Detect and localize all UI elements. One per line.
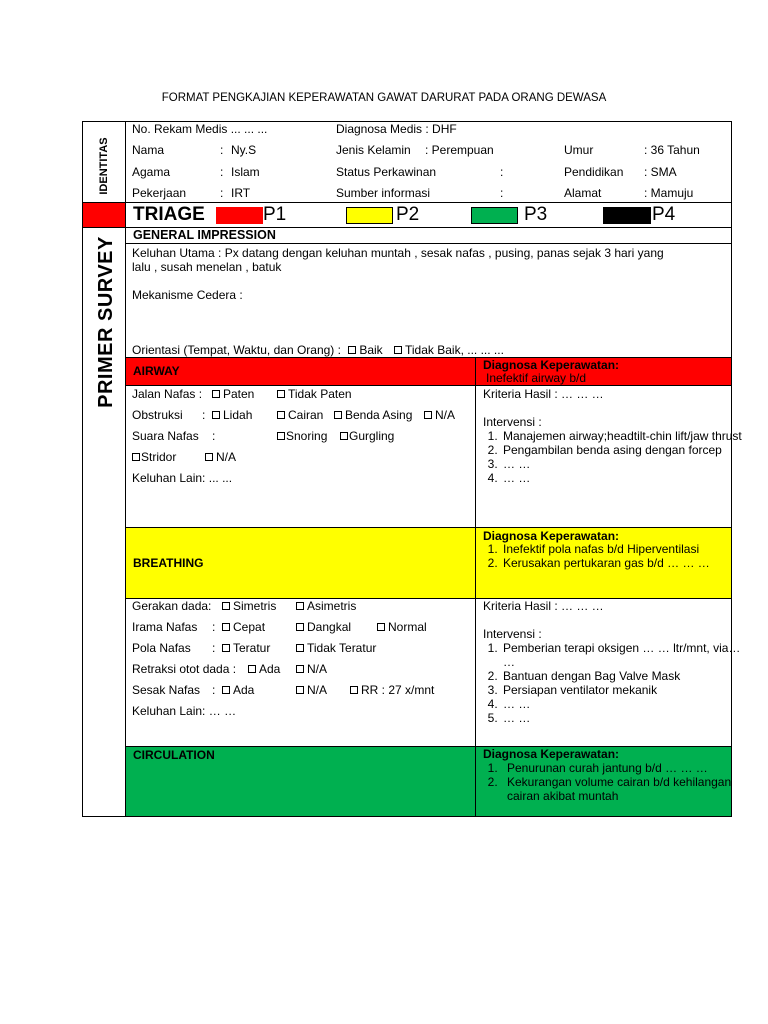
obstruksi-na-checkbox[interactable]: [424, 411, 432, 419]
row-divider: [126, 243, 732, 244]
irama-nafas-sep: :: [212, 620, 216, 634]
benda-asing-checkbox[interactable]: [334, 411, 342, 419]
airway-intervention-list: [483, 429, 745, 485]
row-divider: [126, 598, 732, 599]
breathing-kriteria-hasil: Kriteria Hasil : … … …: [483, 599, 604, 613]
cairan-checkbox[interactable]: [277, 411, 285, 419]
tidak-paten-label: Tidak Paten: [288, 387, 352, 401]
primer-survey-label-text: PRIMER SURVEY: [95, 236, 117, 408]
tidak-paten-checkbox[interactable]: [277, 390, 285, 398]
pekerjaan-sep: :: [220, 186, 224, 200]
tidak-paten-option: [277, 387, 352, 401]
sesak-na-option: [296, 683, 327, 697]
retraksi-ada-label: Ada: [259, 662, 281, 676]
identitas-label-text: IDENTITAS: [98, 137, 110, 195]
sesak-ada-option: [222, 683, 254, 697]
dangkal-checkbox[interactable]: [296, 623, 304, 631]
breathing-intervention-item: 2. Bantuan dengan Bag Valve Mask: [501, 669, 745, 683]
agama-label: Agama: [132, 165, 171, 179]
benda-asing-label: Benda Asing: [345, 408, 413, 422]
keluhan-utama-line2: lalu , susah menelan , batuk: [132, 260, 282, 274]
lidah-checkbox[interactable]: [212, 411, 220, 419]
obstruksi-sep: :: [202, 408, 206, 422]
asimetris-label: Asimetris: [307, 599, 357, 613]
diagnosa-medis: Diagnosa Medis : DHF: [336, 122, 457, 136]
breathing-heading: BREATHING: [133, 556, 204, 570]
sumber-sep: :: [500, 186, 504, 200]
circulation-diagnosis-item: 2. Kekurangan volume cairan b/d kehilangan cairan akibat muntah: [501, 775, 745, 803]
benda-asing-option: [334, 408, 412, 422]
normal-option: [377, 620, 427, 634]
jk-value: : Perempuan: [425, 143, 494, 157]
airway-intervention-item: 4. … …: [501, 471, 745, 485]
suara-nafas-sep: :: [212, 429, 216, 443]
dangkal-option: [296, 620, 351, 634]
orientasi-row: [132, 343, 504, 357]
airway-intervention-item: 3. … …: [501, 457, 745, 471]
sesak-ada-label: Ada: [233, 683, 255, 697]
rr-option: [350, 683, 434, 697]
sesak-na-label: N/A: [307, 683, 328, 697]
breathing-keluhan-lain: Keluhan Lain: … …: [132, 704, 237, 718]
triage-p1-label: P1: [263, 204, 287, 225]
document-title: FORMAT PENGKAJIAN KEPERAWATAN GAWAT DARURAT PADA ORANG DEWASA: [161, 92, 607, 104]
breathing-intervention-item: 4. … …: [501, 697, 745, 711]
circulation-diagnosa-heading: Diagnosa Keperawatan:: [483, 747, 620, 761]
gurgling-checkbox[interactable]: [340, 432, 348, 440]
alamat-label: Alamat: [564, 186, 602, 200]
triage-p2-swatch: [346, 207, 393, 224]
baik-label: Baik: [359, 343, 383, 357]
suara-nafas-label: Suara Nafas: [132, 429, 199, 443]
sesak-nafas-label: Sesak Nafas: [132, 683, 201, 697]
pekerjaan-value: IRT: [231, 186, 251, 200]
mekanisme-cedera: Mekanisme Cedera :: [132, 288, 243, 302]
left-column-divider: [125, 121, 126, 817]
identitas-side-label: [87, 130, 119, 202]
breathing-intervention-item: 3. Persiapan ventilator mekanik: [501, 683, 745, 697]
cepat-option: [222, 620, 265, 634]
normal-label: Normal: [388, 620, 427, 634]
umur-value: : 36 Tahun: [644, 143, 700, 157]
cepat-label: Cepat: [233, 620, 266, 634]
breathing-diagnosa-heading: Diagnosa Keperawatan:: [483, 529, 620, 543]
paten-label: Paten: [223, 387, 255, 401]
triage-label: TRIAGE: [133, 204, 205, 225]
circulation-heading: CIRCULATION: [133, 748, 215, 762]
obstruksi-na-option: [424, 408, 455, 422]
row-divider: [126, 357, 732, 358]
tidak-baik-checkbox[interactable]: [394, 346, 402, 354]
airway-keluhan-lain: Keluhan Lain: ... ...: [132, 471, 233, 485]
primer-survey-side-label: [87, 228, 123, 416]
sesak-nafas-sep: :: [212, 683, 216, 697]
dangkal-label: Dangkal: [307, 620, 352, 634]
orientasi-label: Orientasi (Tempat, Waktu, dan Orang) :: [132, 343, 341, 357]
triage-p4-label: P4: [652, 204, 676, 225]
snoring-label: Snoring: [286, 429, 328, 443]
airway-intervention-item: 1. Manajemen airway;headtilt-chin lift/jaw thrust: [501, 429, 745, 443]
row-divider: [83, 202, 732, 203]
general-impression-heading: GENERAL IMPRESSION: [133, 228, 276, 242]
row-divider: [126, 385, 732, 386]
status-label: Status Perkawinan: [336, 165, 437, 179]
breathing-intervensi-label: Intervensi :: [483, 627, 542, 641]
simetris-label: Simetris: [233, 599, 277, 613]
airway-intervensi-label: Intervensi :: [483, 415, 542, 429]
circulation-diagnosis-list: [483, 761, 745, 803]
agama-value: Islam: [231, 165, 260, 179]
breathing-intervention-list: [483, 641, 745, 725]
jk-label: Jenis Kelamin: [336, 143, 411, 157]
triage-p3-swatch: [471, 207, 518, 224]
nama-label: Nama: [132, 143, 165, 157]
lidah-option: [212, 408, 252, 422]
jalan-nafas-label: Jalan Nafas :: [132, 387, 203, 401]
stridor-label: Stridor: [141, 450, 177, 464]
pola-nafas-sep: :: [212, 641, 216, 655]
breathing-diagnosis-item: 1. Inefektif pola nafas b/d Hiperventilasi: [501, 542, 745, 556]
simetris-option: [222, 599, 276, 613]
airway-heading: AIRWAY: [133, 364, 180, 378]
triage-p3-label: P3: [524, 204, 548, 225]
teratur-checkbox[interactable]: [222, 644, 230, 652]
retraksi-na-label: N/A: [307, 662, 328, 676]
tidak-baik-label: Tidak Baik, ... ... ...: [405, 343, 504, 357]
suara-na-label: N/A: [216, 450, 237, 464]
agama-sep: :: [220, 165, 224, 179]
tidak-teratur-checkbox[interactable]: [296, 644, 304, 652]
irama-nafas-label: Irama Nafas: [132, 620, 198, 634]
retraksi-ada-checkbox[interactable]: [248, 665, 256, 673]
suara-na-option: [205, 450, 236, 464]
sesak-ada-checkbox[interactable]: [222, 686, 230, 694]
teratur-label: Teratur: [233, 641, 271, 655]
gerakan-dada-label: Gerakan dada:: [132, 599, 212, 613]
breathing-intervention-item: 1. Pemberian terapi oksigen … … ltr/mnt, via… …: [501, 641, 745, 669]
suara-na-checkbox[interactable]: [205, 453, 213, 461]
nama-value: Ny.S: [231, 143, 257, 157]
airway-intervention-item: 2. Pengambilan benda asing dengan forcep: [501, 443, 745, 457]
row-divider: [126, 746, 732, 747]
pola-nafas-label: Pola Nafas: [132, 641, 191, 655]
rr-checkbox[interactable]: [350, 686, 358, 694]
keluhan-utama-line1: Keluhan Utama : Px datang dengan keluhan muntah , sesak nafas , pusing, panas sejak 3 hari yang: [132, 246, 664, 260]
airway-diagnosa-heading: Diagnosa Keperawatan:: [483, 358, 620, 372]
airway-kriteria-hasil: Kriteria Hasil : … … …: [483, 387, 604, 401]
sumber-label: Sumber informasi: [336, 186, 431, 200]
retraksi-na-option: [296, 662, 327, 676]
snoring-checkbox[interactable]: [277, 432, 285, 440]
asimetris-checkbox[interactable]: [296, 602, 304, 610]
pekerjaan-label: Pekerjaan: [132, 186, 187, 200]
pendidikan-label: Pendidikan: [564, 165, 624, 179]
cairan-label: Cairan: [288, 408, 324, 422]
teratur-option: [222, 641, 270, 655]
obstruksi-na-label: N/A: [435, 408, 456, 422]
stridor-option: [132, 450, 176, 464]
asimetris-option: [296, 599, 356, 613]
retraksi-ada-option: [248, 662, 280, 676]
triage-p1-swatch: [216, 207, 263, 224]
row-divider: [126, 527, 732, 528]
status-sep: :: [500, 165, 504, 179]
sesak-na-checkbox[interactable]: [296, 686, 304, 694]
umur-label: Umur: [564, 143, 594, 157]
obstruksi-label: Obstruksi: [132, 408, 183, 422]
middle-column-divider: [475, 357, 476, 817]
pendidikan-value: : SMA: [644, 165, 677, 179]
snoring-option: [277, 429, 327, 443]
gurgling-label: Gurgling: [349, 429, 395, 443]
breathing-intervention-item: 5. … …: [501, 711, 745, 725]
breathing-diagnosis-list: [483, 542, 745, 570]
circulation-diagnosis-item: 1. Penurunan curah jantung b/d … … …: [501, 761, 745, 775]
normal-checkbox[interactable]: [377, 623, 385, 631]
stridor-checkbox[interactable]: [132, 453, 140, 461]
tidak-teratur-label: Tidak Teratur: [307, 641, 377, 655]
baik-checkbox[interactable]: [348, 346, 356, 354]
retraksi-na-checkbox[interactable]: [296, 665, 304, 673]
lidah-label: Lidah: [223, 408, 253, 422]
nama-sep: :: [220, 143, 224, 157]
gurgling-option: [340, 429, 394, 443]
cairan-option: [277, 408, 323, 422]
rr-value: RR : 27 x/mnt: [361, 683, 435, 697]
paten-option: [212, 387, 254, 401]
breathing-diagnosis-item: 2. Kerusakan pertukaran gas b/d … … …: [501, 556, 745, 570]
simetris-checkbox[interactable]: [222, 602, 230, 610]
alamat-value: : Mamuju: [644, 186, 694, 200]
airway-diagnosa-text: Inefektif airway b/d: [486, 371, 587, 385]
retraksi-label: Retraksi otot dada :: [132, 662, 237, 676]
rekam-medis: No. Rekam Medis ... ... ...: [132, 122, 268, 136]
triage-p4-swatch: [603, 207, 651, 224]
triage-p2-label: P2: [396, 204, 420, 225]
cepat-checkbox[interactable]: [222, 623, 230, 631]
tidak-teratur-option: [296, 641, 376, 655]
paten-checkbox[interactable]: [212, 390, 220, 398]
